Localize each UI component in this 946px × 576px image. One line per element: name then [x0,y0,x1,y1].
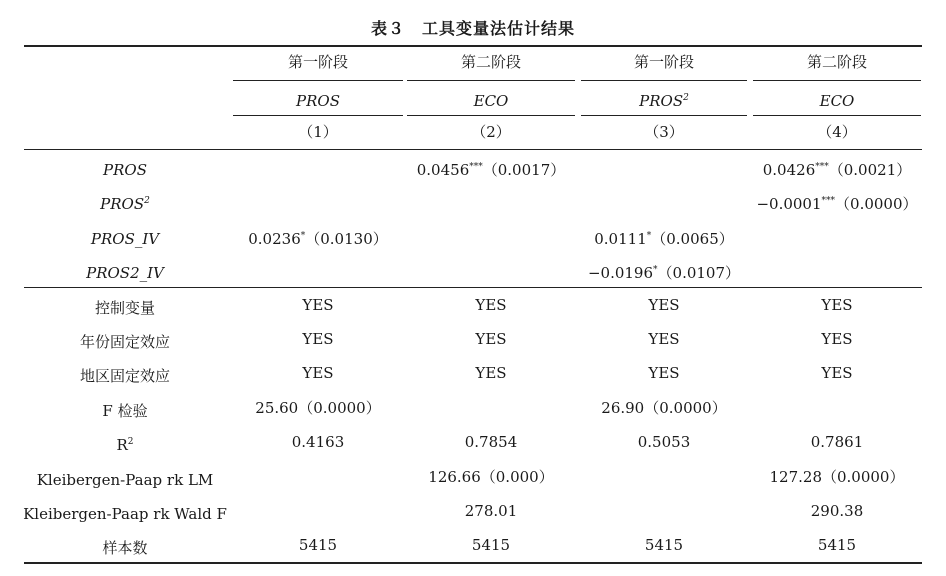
row-label: 地区固定效应 [79,367,170,385]
bottom-rule [24,562,922,564]
dep-var-label: ECO [473,92,509,110]
stat-cell: 278.01 [464,502,518,520]
row-label: $R^2$ [116,436,134,454]
stat-cell: 26.90（0.0000） [601,399,727,417]
stat-cell: 0.7854 [464,433,518,451]
dep-var-label: ECO [819,92,855,110]
depvar-underline-4 [753,115,921,116]
stage-underline-3 [581,80,747,81]
row-label: F 检验 [102,402,148,420]
stage-label: 第二阶段 [806,53,867,71]
stat-cell: 5415 [644,536,684,554]
stat-cell: YES [821,330,853,348]
column-number: （1） [298,123,338,141]
row-label: PROS2_IV [86,264,164,282]
row-label: 样本数 [102,539,148,557]
stage-underline-1 [233,80,403,81]
coef-cell: 0.0426***（0.0021） [762,161,912,179]
stat-cell: YES [648,330,680,348]
stage-underline-2 [407,80,575,81]
stat-cell: YES [302,330,334,348]
coef-cell: 0.0111*（0.0065） [594,230,734,248]
stat-cell: 127.28（0.0000） [769,468,905,486]
stat-cell: 0.7861 [810,433,864,451]
coef-cell: −0.0196*（0.0107） [587,264,741,282]
stat-cell: YES [648,296,680,314]
stat-cell: YES [475,364,507,382]
stage-label: 第一阶段 [287,53,348,71]
stat-cell: YES [821,296,853,314]
row-label: PROS [103,161,147,179]
column-number: （2） [471,123,511,141]
row-label: PROS$^2$ [100,195,150,213]
dep-var-label: PROS [296,92,340,110]
stat-cell: 126.66（0.000） [428,468,554,486]
stat-cell: 0.5053 [637,433,691,451]
stage-label: 第二阶段 [460,53,521,71]
coef-cell: 0.0456***（0.0017） [416,161,566,179]
stage-underline-4 [753,80,921,81]
stat-cell: YES [821,364,853,382]
coef-cell: 0.0236*（0.0130） [248,230,388,248]
depvar-underline-1 [233,115,403,116]
row-label: PROS_IV [90,230,160,248]
stat-cell: YES [475,330,507,348]
row-label: 控制变量 [94,299,155,317]
depvar-underline-2 [407,115,575,116]
table-title: 表３ 工具变量法估计结果 [370,19,575,38]
stage-label: 第一阶段 [633,53,694,71]
row-label: 年份固定效应 [79,333,170,351]
stat-cell: YES [302,364,334,382]
depvar-underline-3 [581,115,747,116]
column-number: （3） [644,123,684,141]
row-label: Kleibergen-Paap rk LM [36,471,214,489]
dep-var-label: PROS$^2$ [639,92,689,110]
stat-cell: 25.60（0.0000） [255,399,381,417]
stat-cell: 0.4163 [291,433,345,451]
stat-cell: YES [475,296,507,314]
stat-cell: 5415 [817,536,857,554]
coef-cell: −0.0001***（0.0000） [756,195,918,213]
stat-cell: YES [302,296,334,314]
stat-cell: YES [648,364,680,382]
header-rule [24,149,922,150]
row-label: Kleibergen-Paap rk Wald F [23,505,227,523]
column-number: （4） [817,123,857,141]
top-rule [24,45,922,47]
stat-cell: 5415 [471,536,511,554]
stat-cell: 290.38 [810,502,864,520]
stat-cell: 5415 [298,536,338,554]
coef-rule [24,287,922,288]
